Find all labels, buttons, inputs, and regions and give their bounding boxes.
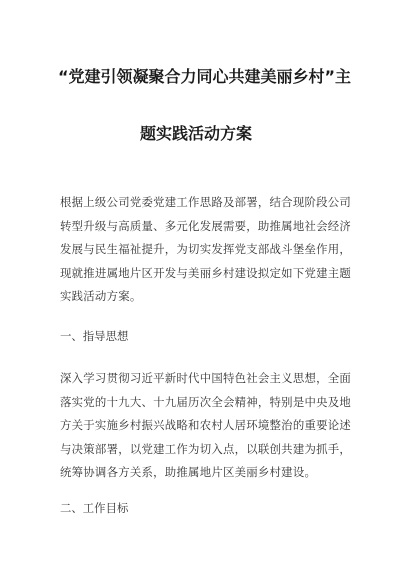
- intro-line: 根据上级公司党委党建工作思路及部署，结合现阶段公司: [60, 195, 352, 209]
- document-title-line-2: 题实践活动方案: [140, 124, 253, 143]
- section-heading-guiding-ideology: 一、指导思想: [60, 329, 129, 343]
- intro-paragraph: [60, 191, 360, 309]
- intro-line: 现就推进属地片区开发与美丽乡村建设拟定如下党建主题: [60, 265, 352, 280]
- guiding-ideology-line: 深入学习贯彻习近平新时代中国特色社会主义思想，全面: [60, 371, 352, 385]
- guiding-ideology-line: 方关于实施乡村振兴战略和农村人居环境整治的重要论述: [60, 418, 352, 433]
- guiding-ideology-line: 统筹协调各方关系，助推属地片区美丽乡村建设。: [60, 465, 317, 480]
- guiding-ideology-line: 与决策部署，以党建工作为切入点，以联创共建为抓手，: [60, 441, 352, 456]
- section-heading-work-goals: 二、工作目标: [60, 501, 129, 515]
- intro-line: 实践活动方案。: [60, 289, 142, 304]
- document-title-line-1: “党建引领凝聚合力同心共建美丽乡村”主: [58, 67, 352, 86]
- guiding-ideology-paragraph: [60, 367, 360, 485]
- guiding-ideology-line: 落实党的十九大、十九届历次全会精神，特别是中央及地: [60, 394, 352, 409]
- intro-line: 发展与民生福祉提升，为切实发挥党支部战斗堡垒作用，: [60, 242, 352, 257]
- intro-line: 转型升级与高质量、多元化发展需要，助推属地社会经济: [60, 218, 352, 233]
